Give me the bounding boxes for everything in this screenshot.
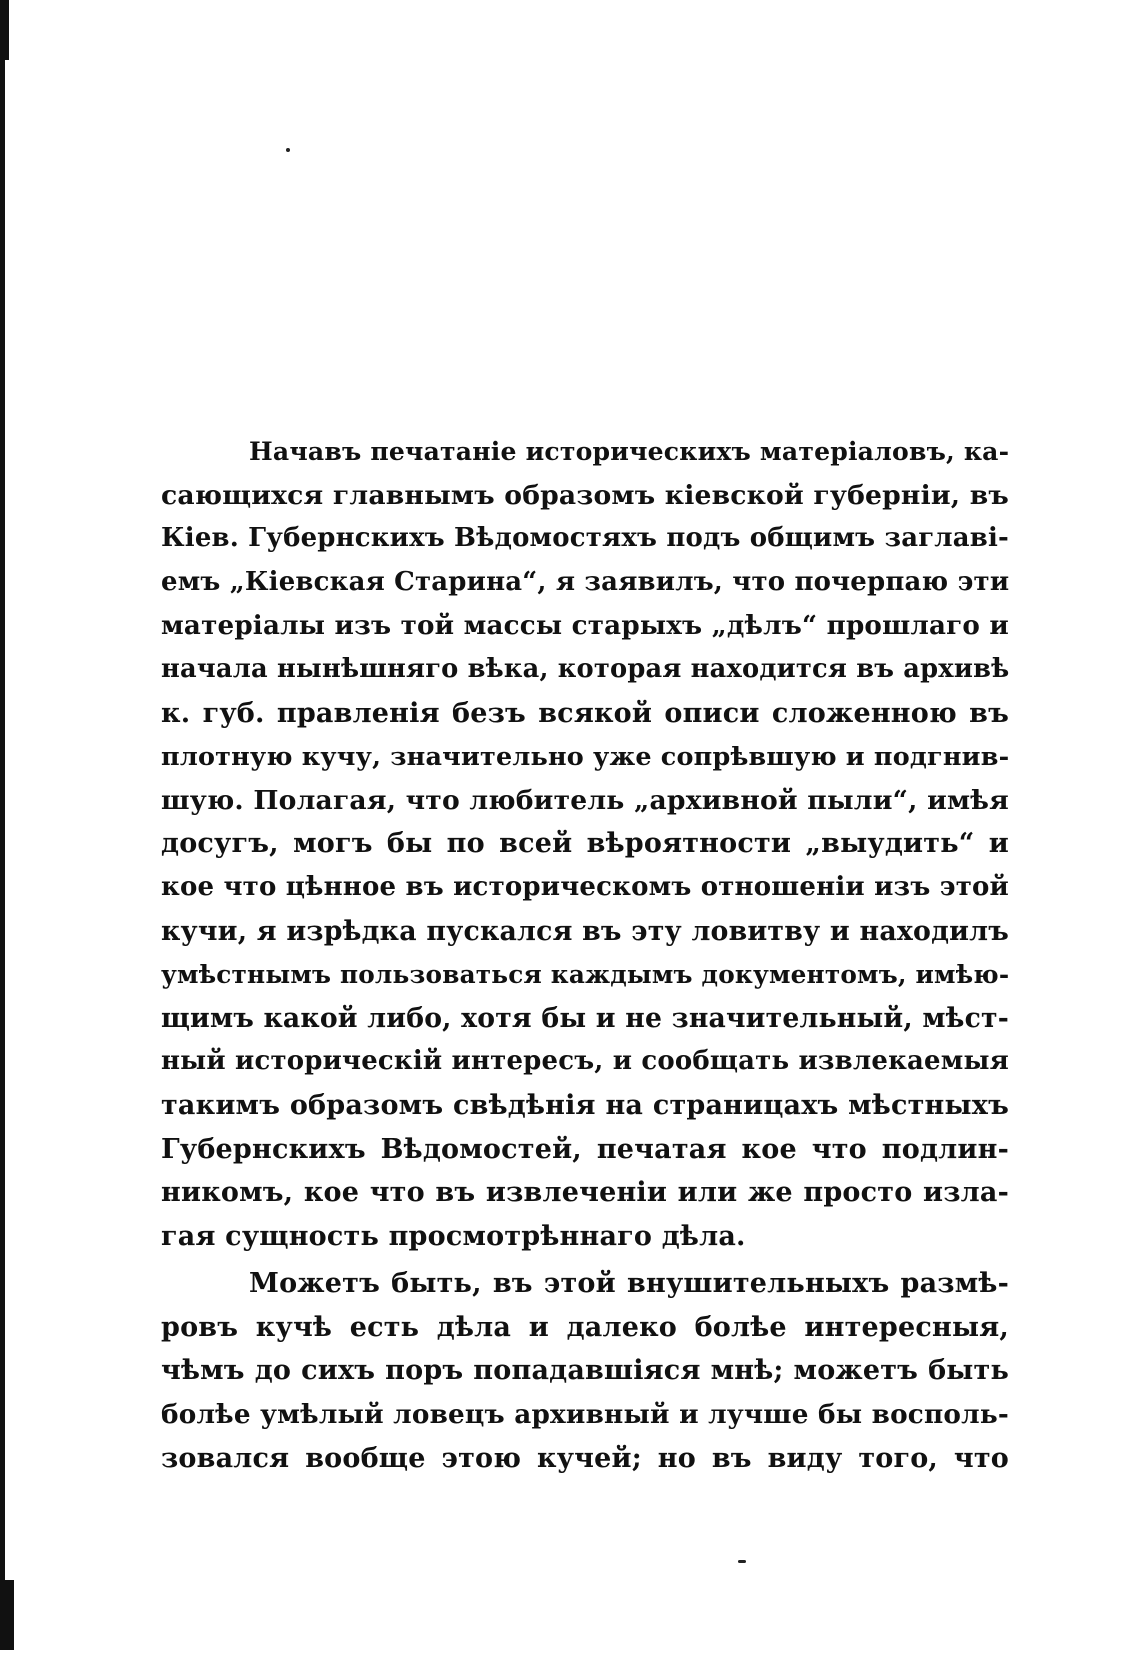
- page-edge-mark-bottom: [0, 1580, 14, 1650]
- text-line: ровъ кучѣ есть дѣла и далеко болѣе интересныя,: [161, 1311, 1009, 1343]
- text-line: кое что цѣнное въ историческомъ отношеніи изъ этой: [161, 871, 1009, 902]
- text-line: такимъ образомъ свѣдѣнія на страницахъ мѣстныхъ: [161, 1089, 1009, 1121]
- ink-speck: [286, 148, 290, 152]
- text-line: никомъ, кое что въ извлеченіи или же просто изла-: [161, 1177, 1009, 1209]
- body-text: [161, 430, 1009, 1480]
- text-line: начала нынѣшняго вѣка, которая находится въ архивѣ: [161, 653, 1009, 684]
- text-line: Начавъ печатаніе историческихъ матеріаловъ, ка-: [249, 436, 1009, 466]
- page-edge-mark: [0, 60, 5, 1580]
- text-line: к. губ. правленія безъ всякой описи сложенною въ: [161, 697, 1009, 729]
- ink-speck: [738, 1560, 746, 1563]
- paragraph-2: [161, 1262, 1009, 1480]
- text-line: матеріалы изъ той массы старыхъ „дѣлъ“ прошлаго и: [161, 610, 1009, 642]
- text-line: щимъ какой либо, хотя бы и не значительный, мѣст-: [161, 1002, 1009, 1034]
- text-line: чѣмъ до сихъ поръ попадавшіяся мнѣ; можетъ быть: [161, 1355, 1009, 1387]
- text-line: болѣе умѣлый ловецъ архивный и лучше бы восполь-: [161, 1399, 1009, 1431]
- text-line: емъ „Кіевская Старина“, я заявилъ, что почерпаю эти: [161, 566, 1009, 597]
- text-line: зовался вообще этою кучей; но въ виду того, что: [161, 1442, 1009, 1474]
- page-edge-mark-top: [0, 0, 9, 60]
- text-line: ный историческій интересъ, и сообщать извлекаемыя: [161, 1046, 1009, 1077]
- text-line: шую. Полагая, что любитель „архивной пыли“, имѣя: [161, 784, 1009, 816]
- text-line: плотную кучу, значительно уже сопрѣвшую и подгнив-: [161, 741, 1009, 772]
- text-line: Губернскихъ Вѣдомостей, печатая кое что подлин-: [161, 1133, 1009, 1165]
- text-line: сающихся главнымъ образомъ кіевской губерніи, въ: [161, 479, 1009, 511]
- paragraph-1: [161, 430, 1009, 1258]
- text-line: гая сущность просмотрѣннаго дѣла.: [161, 1220, 746, 1252]
- text-line: Можетъ быть, въ этой внушительныхъ размѣ-: [249, 1268, 1009, 1300]
- text-line: кучи, я изрѣдка пускался въ эту ловитву и находилъ: [161, 915, 1009, 947]
- text-line: умѣстнымъ пользоваться каждымъ документомъ, имѣю-: [161, 960, 1009, 990]
- text-line: Кіев. Губернскихъ Вѣдомостяхъ подъ общимъ заглаві-: [161, 523, 1009, 554]
- text-line: досугъ, могъ бы по всей вѣроятности „выудить“ и: [161, 828, 1009, 860]
